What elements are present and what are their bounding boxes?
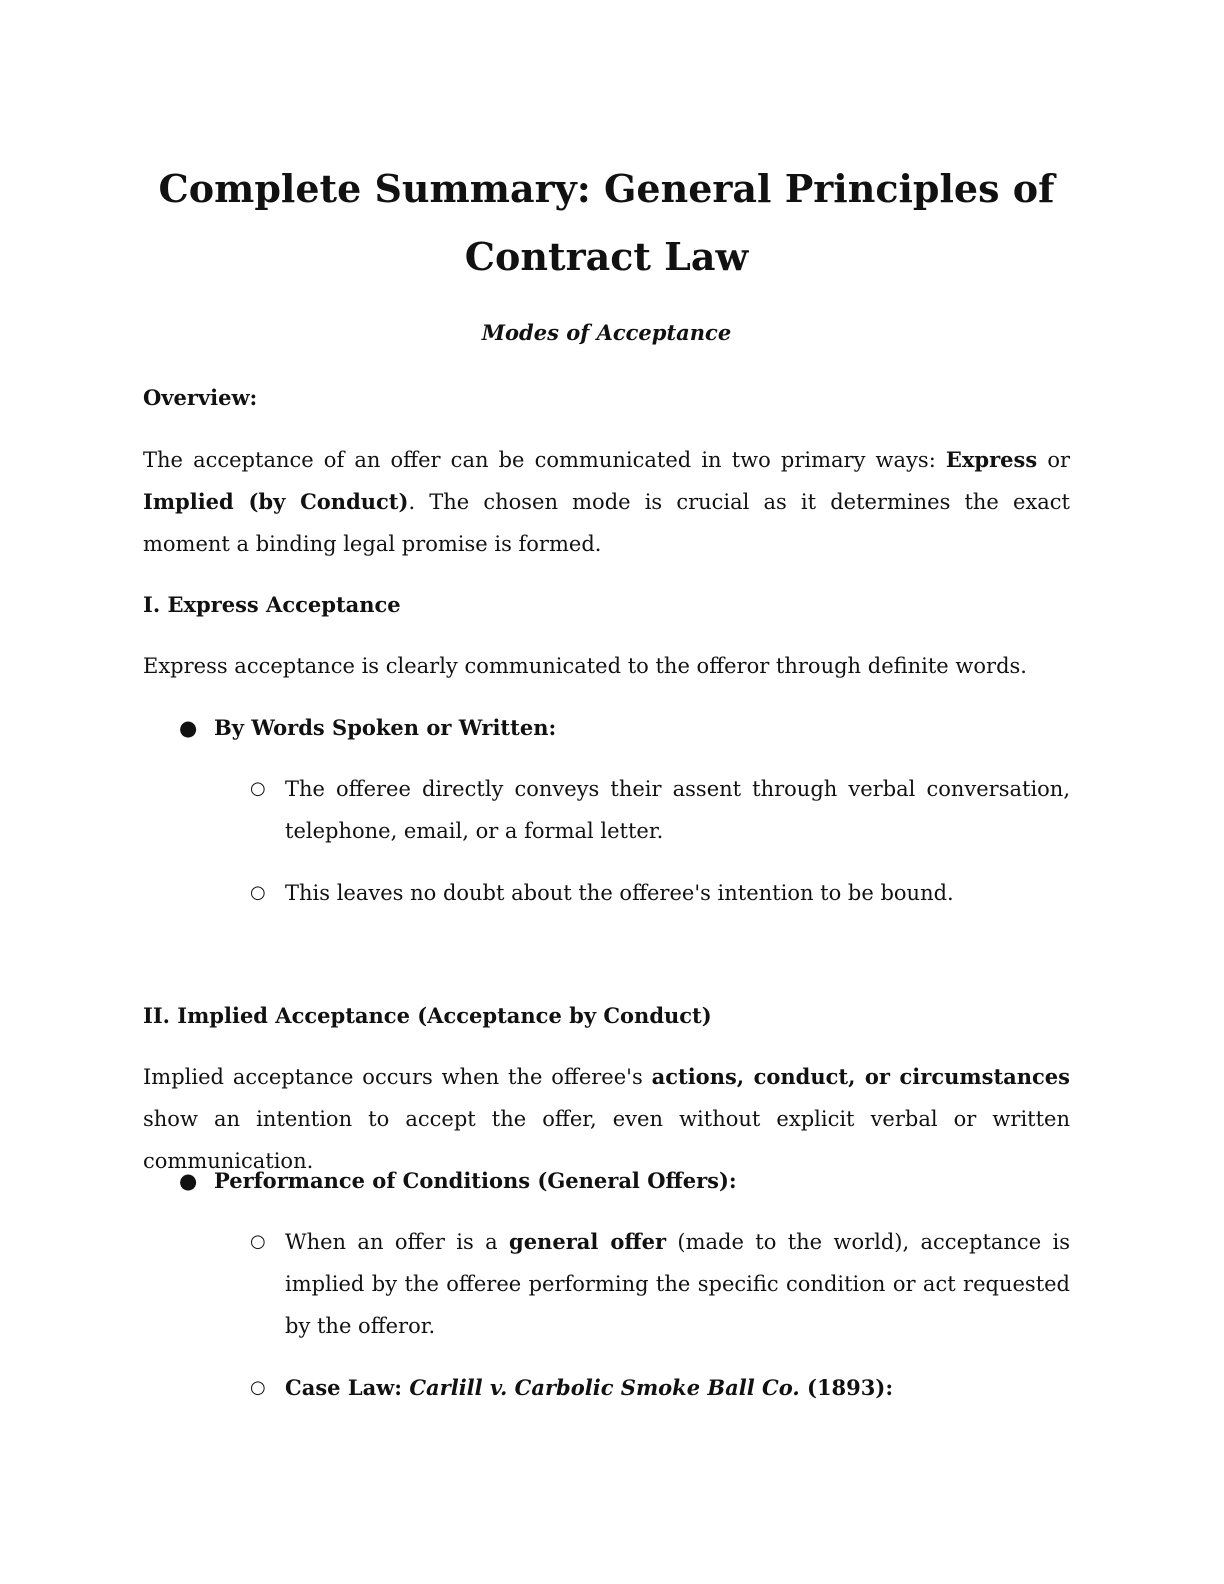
case-year: (1893):: [799, 1375, 894, 1400]
overview-text-2: or: [1037, 448, 1070, 472]
overview-bold-express: Express: [945, 447, 1038, 472]
bullet-text: By Words Spoken or Written:: [214, 715, 557, 740]
bullet-marker: ●: [179, 1169, 198, 1193]
sub-text-1: When an offer is a: [285, 1230, 510, 1254]
sub-list-item: [250, 1221, 1070, 1347]
sub-list-item: [250, 872, 1070, 914]
section-2-heading: II. Implied Acceptance (Acceptance by Conduct): [143, 1003, 712, 1028]
sub-bullet-marker: ○: [250, 1231, 266, 1252]
page-subtitle: Modes of Acceptance: [481, 320, 732, 345]
sub-list-text: The offeree directly conveys their assent through verbal conversation, telephone, email, or a formal letter.: [285, 777, 1070, 843]
sub-list-text: [285, 1221, 1070, 1347]
sub-list-text: [285, 1367, 1070, 1409]
bullet-marker: ●: [179, 716, 198, 740]
section-1-heading: I. Express Acceptance: [143, 592, 401, 617]
sub-list-text: This leaves no doubt about the offeree's intention to be bound.: [285, 881, 954, 905]
case-name: Carlill v. Carbolic Smoke Ball Co.: [409, 1375, 800, 1400]
overview-text-3: . The chosen mode is crucial as it determines the exact moment a binding legal promise is formed.: [143, 490, 1070, 556]
case-law-label: Case Law:: [285, 1375, 410, 1400]
sub-text-2: (made to the world), acceptance is implied by the offeree performing the specific condition or act requested by the offeror.: [285, 1230, 1070, 1338]
sub-bold-general-offer: general offer: [509, 1229, 667, 1254]
bullet-text: Performance of Conditions (General Offers):: [214, 1168, 737, 1193]
overview-bold-implied: Implied (by Conduct): [143, 489, 409, 514]
overview-paragraph: [143, 439, 1070, 565]
section-1-intro: Express acceptance is clearly communicated to the offeror through definite words.: [143, 654, 1027, 678]
sub-list-item: [250, 768, 1070, 852]
overview-heading: Overview:: [143, 385, 258, 410]
sub-bullet-marker: ○: [250, 882, 266, 903]
sub-bullet-marker: ○: [250, 1377, 266, 1398]
page-title: Complete Summary: General Principles of Contract Law: [158, 166, 1055, 279]
sub-list-item: [250, 1367, 1070, 1409]
section-2-intro-text-1: Implied acceptance occurs when the offeree's: [143, 1065, 652, 1089]
section-2-intro-bold: actions, conduct, or circumstances: [651, 1064, 1070, 1089]
sub-bullet-marker: ○: [250, 778, 266, 799]
overview-text-1: The acceptance of an offer can be communicated in two primary ways:: [143, 448, 946, 472]
section-2-intro-text-2: show an intention to accept the offer, even without explicit verbal or written communication.: [143, 1107, 1070, 1173]
